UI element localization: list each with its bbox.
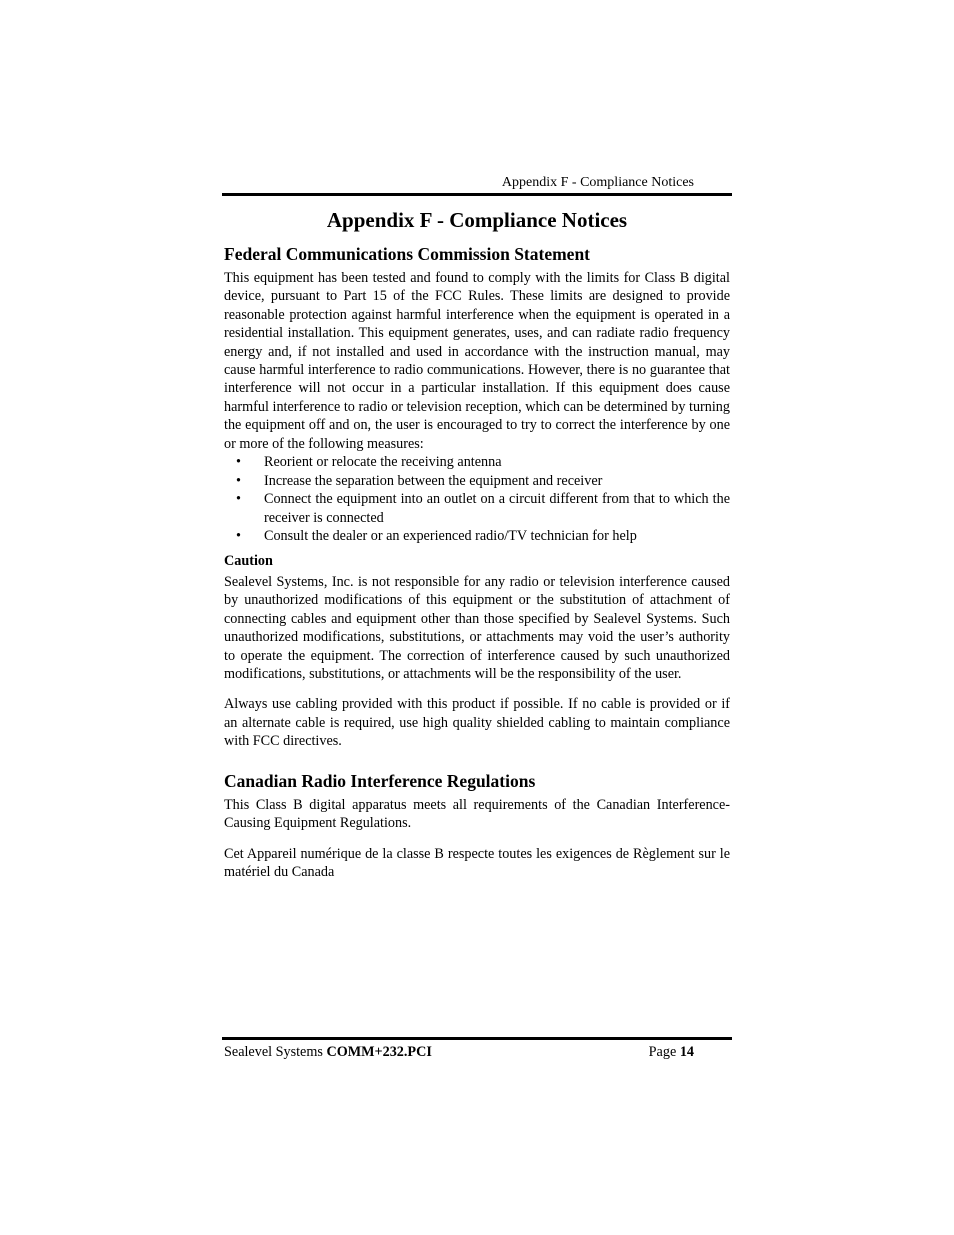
bullet-icon: • xyxy=(236,454,241,471)
running-header: Appendix F - Compliance Notices xyxy=(501,175,694,190)
bullet-icon: • xyxy=(236,472,241,489)
footer-company: Sealevel Systems xyxy=(224,1044,323,1060)
caution-paragraph: Sealevel Systems, Inc. is not responsible for any radio or television interference caused by unauthorized modifications of this equipment or the substitution of attachment of connecting cables and equipment other than those specified by Sealevel Systems. Such unauthorized modifications, substitutions, or attachments may void the user’s authority to operate the equipment. The correction of interference caused by such unauthorized modifications, substitutions, or attachments will be the responsibility of the user. xyxy=(224,574,730,683)
page-title: Appendix F - Compliance Notices xyxy=(326,208,628,232)
manual-page xyxy=(224,0,730,1235)
footer-product-name: COMM+232.PCI xyxy=(326,1044,432,1060)
footer-rule xyxy=(222,1037,732,1040)
bullet-icon: • xyxy=(236,491,241,508)
page-number: 14 xyxy=(679,1044,694,1060)
bullet-icon: • xyxy=(236,528,241,545)
header-rule xyxy=(222,193,732,196)
footer-product xyxy=(224,1043,432,1061)
list-item xyxy=(224,472,730,491)
canada-english-paragraph: This Class B digital apparatus meets all requirements of the Canadian Interference-Causing Equipment Regulations. xyxy=(224,796,730,832)
list-item xyxy=(224,527,730,546)
canada-french-paragraph: Cet Appareil numérique de la classe B respecte toutes les exigences de Règlement sur le matériel du Canada xyxy=(224,845,730,880)
page-content xyxy=(224,206,730,881)
list-item-text: Consult the dealer or an experienced radio/TV technician for help xyxy=(264,528,637,545)
fcc-paragraph: This equipment has been tested and found to comply with the limits for Class B digital device, pursuant to Part 15 of the FCC Rules. These limits are designed to provide reasonable protection against harmful interference when the equipment is operated in a residential installation. This equipment generates, uses, and can radiate radio frequency energy and, if not installed and used in accordance with the instruction manual, may cause harmful interference to radio communications. However, there is no guarantee that interference will not occur in a particular installation. If this equipment does cause harmful interference to radio or television reception, which can be determined by turning the equipment off and on, the user is encouraged to try to correct the interference by one or more of the following measures: xyxy=(224,270,730,452)
list-item xyxy=(224,453,730,472)
list-item xyxy=(224,490,730,527)
footer-page xyxy=(649,1043,694,1061)
measures-list xyxy=(224,453,730,546)
list-item-text: Connect the equipment into an outlet on a circuit different from that to which the receiver is connected xyxy=(264,491,730,526)
fcc-heading: Federal Communications Commission Statement xyxy=(224,244,591,264)
canada-heading: Canadian Radio Interference Regulations xyxy=(224,770,536,791)
caution-heading: Caution xyxy=(224,553,273,570)
footer-page-label: Page xyxy=(648,1044,677,1060)
list-item-text: Increase the separation between the equipment and receiver xyxy=(264,472,603,489)
list-item-text: Reorient or relocate the receiving antenna xyxy=(264,454,502,471)
cabling-paragraph: Always use cabling provided with this product if possible. If no cable is provided or if an alternate cable is required, use high quality shielded cabling to maintain compliance with FCC directives. xyxy=(224,696,730,750)
